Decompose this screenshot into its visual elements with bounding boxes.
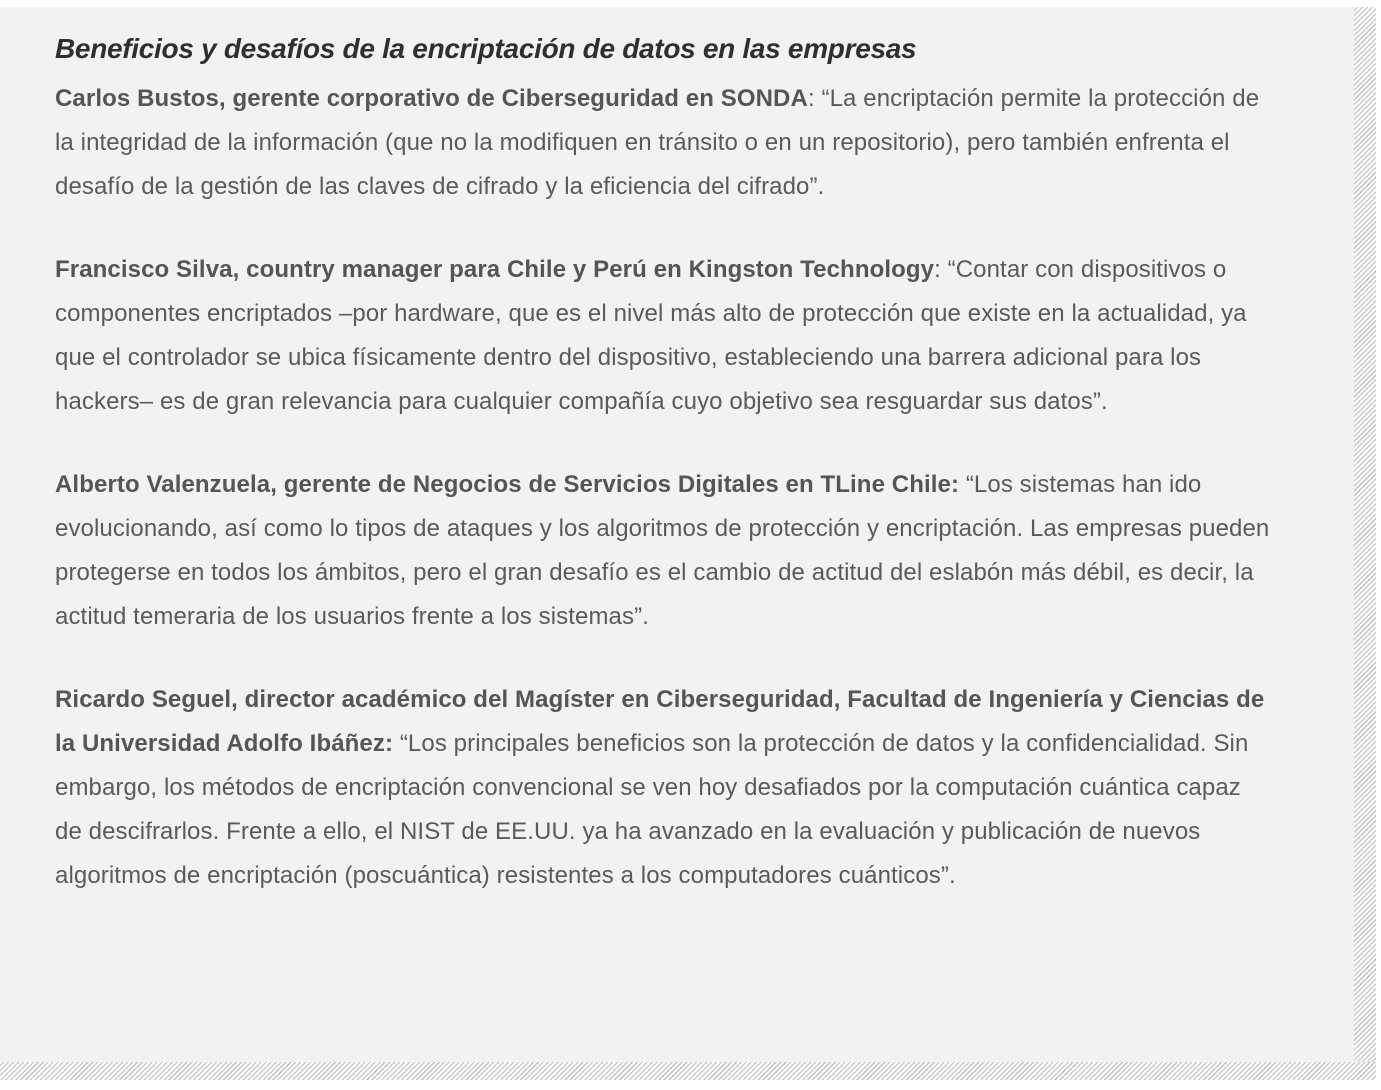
quote-speaker: Ricardo Seguel, director académico del Magíster en Ciberseguridad, Facultad de Ingeniería y Ciencias de la Universidad Adolfo Ibáñez: [55, 686, 1265, 757]
quote-text: “Los sistemas han ido evolucionando, así como lo tipos de ataques y los algoritmos de protección y encriptación. Las empresas pueden protegerse en todos los ámbitos, pero el gran desafío es el cambio de actitud del eslabón más débil, es decir, la actitud temeraria de los usuarios frente a los sistemas”. [55, 471, 1270, 630]
quote-paragraph [55, 77, 1270, 209]
quote-separator: : [934, 256, 941, 283]
quote-separator: : [807, 85, 815, 112]
quote-text: “Los principales beneficios son la protección de datos y la confidencialidad. Sin embargo, los métodos de encriptación convencional se ven hoy desafiados por la computación cuántica capaz de descifrarlos. Frente a ello, el NIST de EE.UU. ya ha avanzado en la evaluación y publicación de nuevos algoritmos de encriptación (poscuántica) resistentes a los computadores cuánticos”. [55, 730, 1249, 889]
quote-text: “La encriptación permite la protección de la integridad de la información (que no la modifiquen en tránsito o en un repositorio), pero también enfrenta el desafío de la gestión de las claves de cifrado y la eficiencia del cifrado”. [55, 85, 1260, 200]
quote-paragraph [55, 678, 1270, 898]
sidebar-box [0, 7, 1354, 1062]
hatched-shadow-bottom [0, 1062, 1376, 1080]
hatched-shadow-right [1354, 7, 1376, 1080]
quote-paragraph [55, 248, 1270, 424]
quote-text: “Contar con dispositivos o componentes encriptados –por hardware, que es el nivel más alto de protección que existe en la actualidad, ya que el controlador se ubica físicamente dentro del dispositivo, estableciendo una barrera adicional para los hackers– es de gran relevancia para cualquier compañía cuyo objetivo sea resguardar sus datos”. [55, 256, 1247, 415]
quote-speaker: Alberto Valenzuela, gerente de Negocios de Servicios Digitales en TLine Chile: [55, 471, 960, 498]
quote-speaker: Francisco Silva, country manager para Chile y Perú en Kingston Technology [55, 256, 935, 283]
sidebar-content [55, 27, 1270, 937]
box-title: Beneficios y desafíos de la encriptación de datos en las empresas [55, 33, 917, 64]
quote-paragraph [55, 463, 1270, 639]
quote-speaker: Carlos Bustos, gerente corporativo de Ciberseguridad en SONDA [55, 85, 808, 112]
